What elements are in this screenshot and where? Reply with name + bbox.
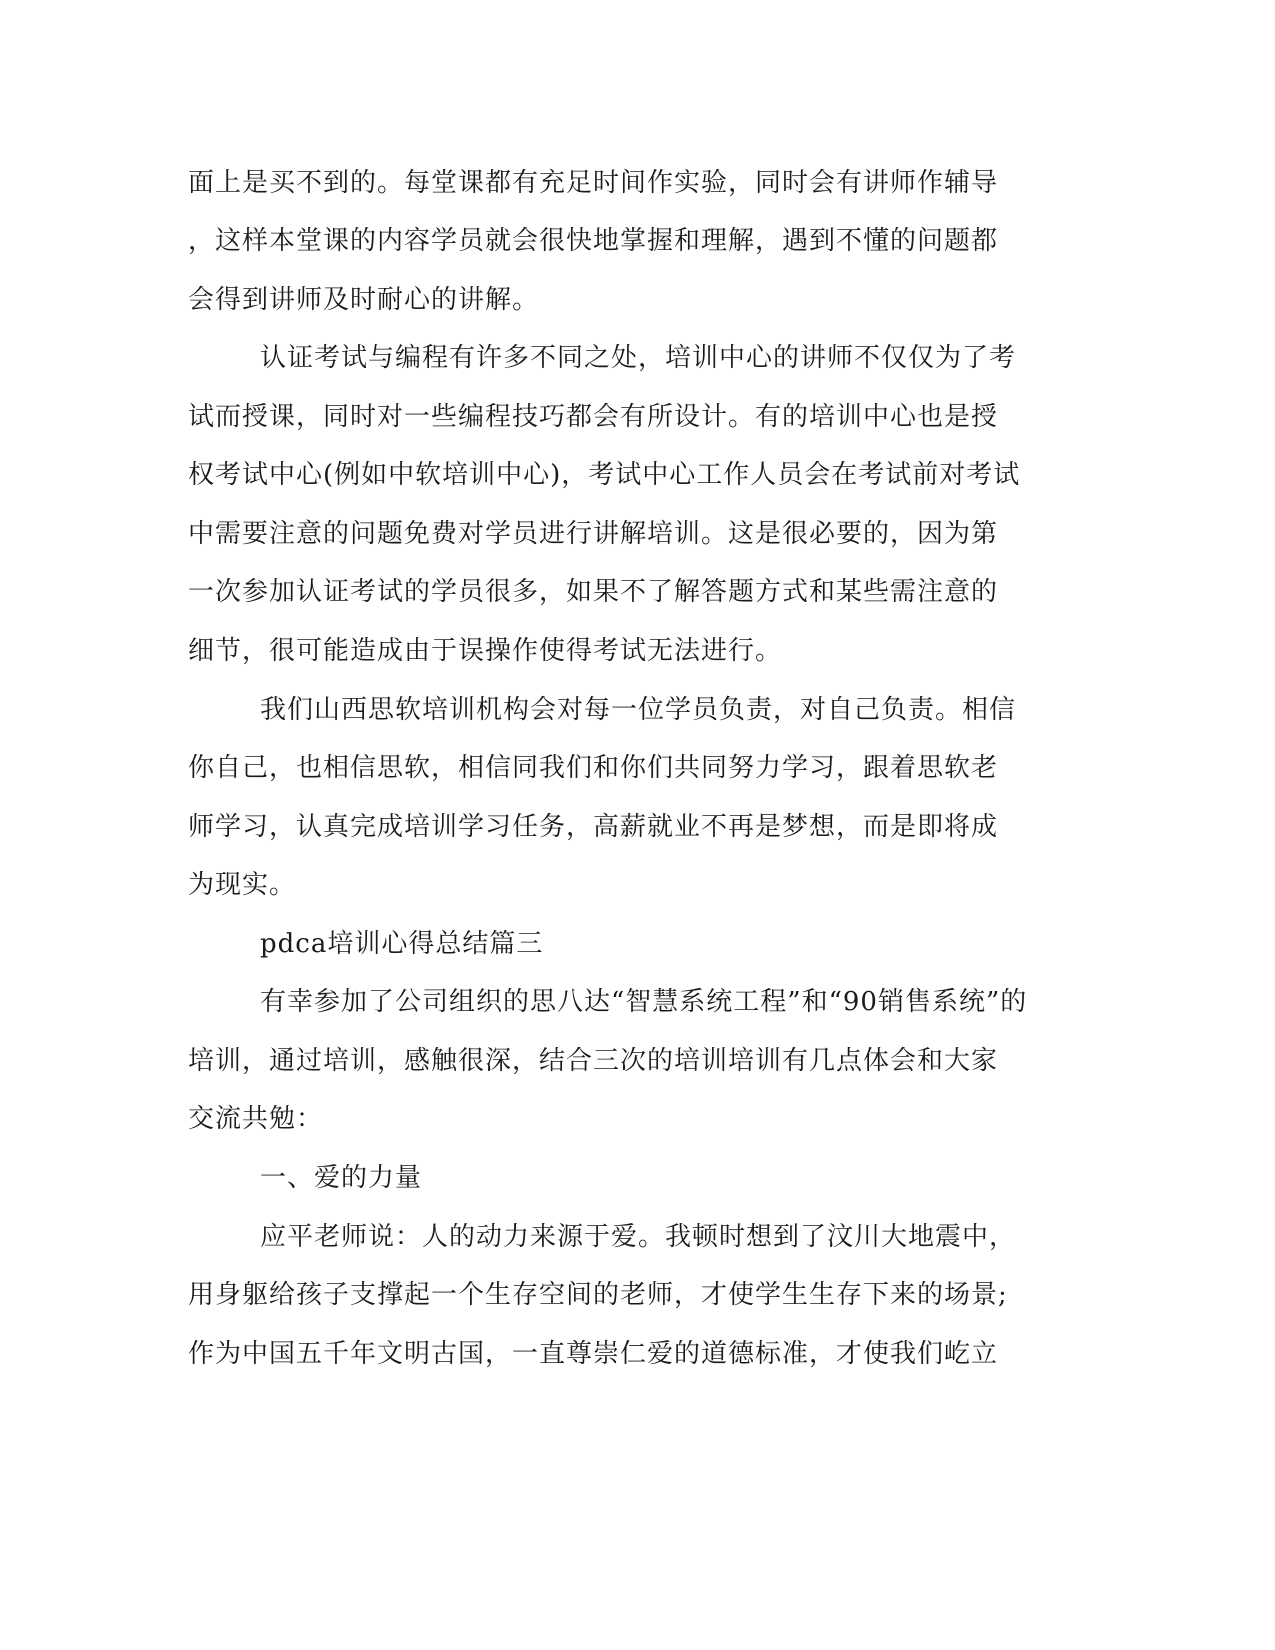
text-line: 用身躯给孩子支撑起一个生存空间的老师，才使学生生存下来的场景; xyxy=(188,1280,1008,1310)
text-line: 会得到讲师及时耐心的讲解。 xyxy=(188,285,540,315)
subsection-heading: 一、爱的力量 xyxy=(260,1163,423,1193)
text-line: 一次参加认证考试的学员很多，如果不了解答题方式和某些需注意的 xyxy=(188,577,999,607)
paragraph-first-line: 应平老师说：人的动力来源于爱。我顿时想到了汶川大地震中， xyxy=(260,1222,1017,1252)
text-line: 培训，通过培训，感触很深，结合三次的培训培训有几点体会和大家 xyxy=(188,1046,999,1076)
text-line: 作为中国五千年文明古国，一直尊崇仁爱的道德标准，才使我们屹立 xyxy=(188,1339,999,1369)
text-line: 你自己，也相信思软，相信同我们和你们共同努力学习，跟着思软老 xyxy=(188,753,999,783)
text-line: 试而授课，同时对一些编程技巧都会有所设计。有的培训中心也是授 xyxy=(188,402,999,432)
text-line: ，这样本堂课的内容学员就会很快地掌握和理解，遇到不懂的问题都 xyxy=(188,226,999,256)
paragraph-first-line: 我们山西思软培训机构会对每一位学员负责，对自己负责。相信 xyxy=(260,695,1017,725)
text-line: 面上是买不到的。每堂课都有充足时间作实验，同时会有讲师作辅导 xyxy=(188,168,999,198)
text-line: 中需要注意的问题免费对学员进行讲解培训。这是很必要的，因为第 xyxy=(188,519,999,549)
section-heading: pdca培训心得总结篇三 xyxy=(260,929,544,959)
text-line: 权考试中心(例如中软培训中心)，考试中心工作人员会在考试前对考试 xyxy=(188,460,1021,490)
text-line: 为现实。 xyxy=(188,870,297,900)
text-line: 交流共勉： xyxy=(188,1104,324,1134)
text-line: 师学习，认真完成培训学习任务，高薪就业不再是梦想，而是即将成 xyxy=(188,812,999,842)
paragraph-first-line: 有幸参加了公司组织的思八达“智慧系统工程”和“90销售系统”的 xyxy=(260,987,1028,1017)
paragraph-first-line: 认证考试与编程有许多不同之处，培训中心的讲师不仅仅为了考 xyxy=(260,343,1017,373)
text-line: 细节，很可能造成由于误操作使得考试无法进行。 xyxy=(188,636,783,666)
